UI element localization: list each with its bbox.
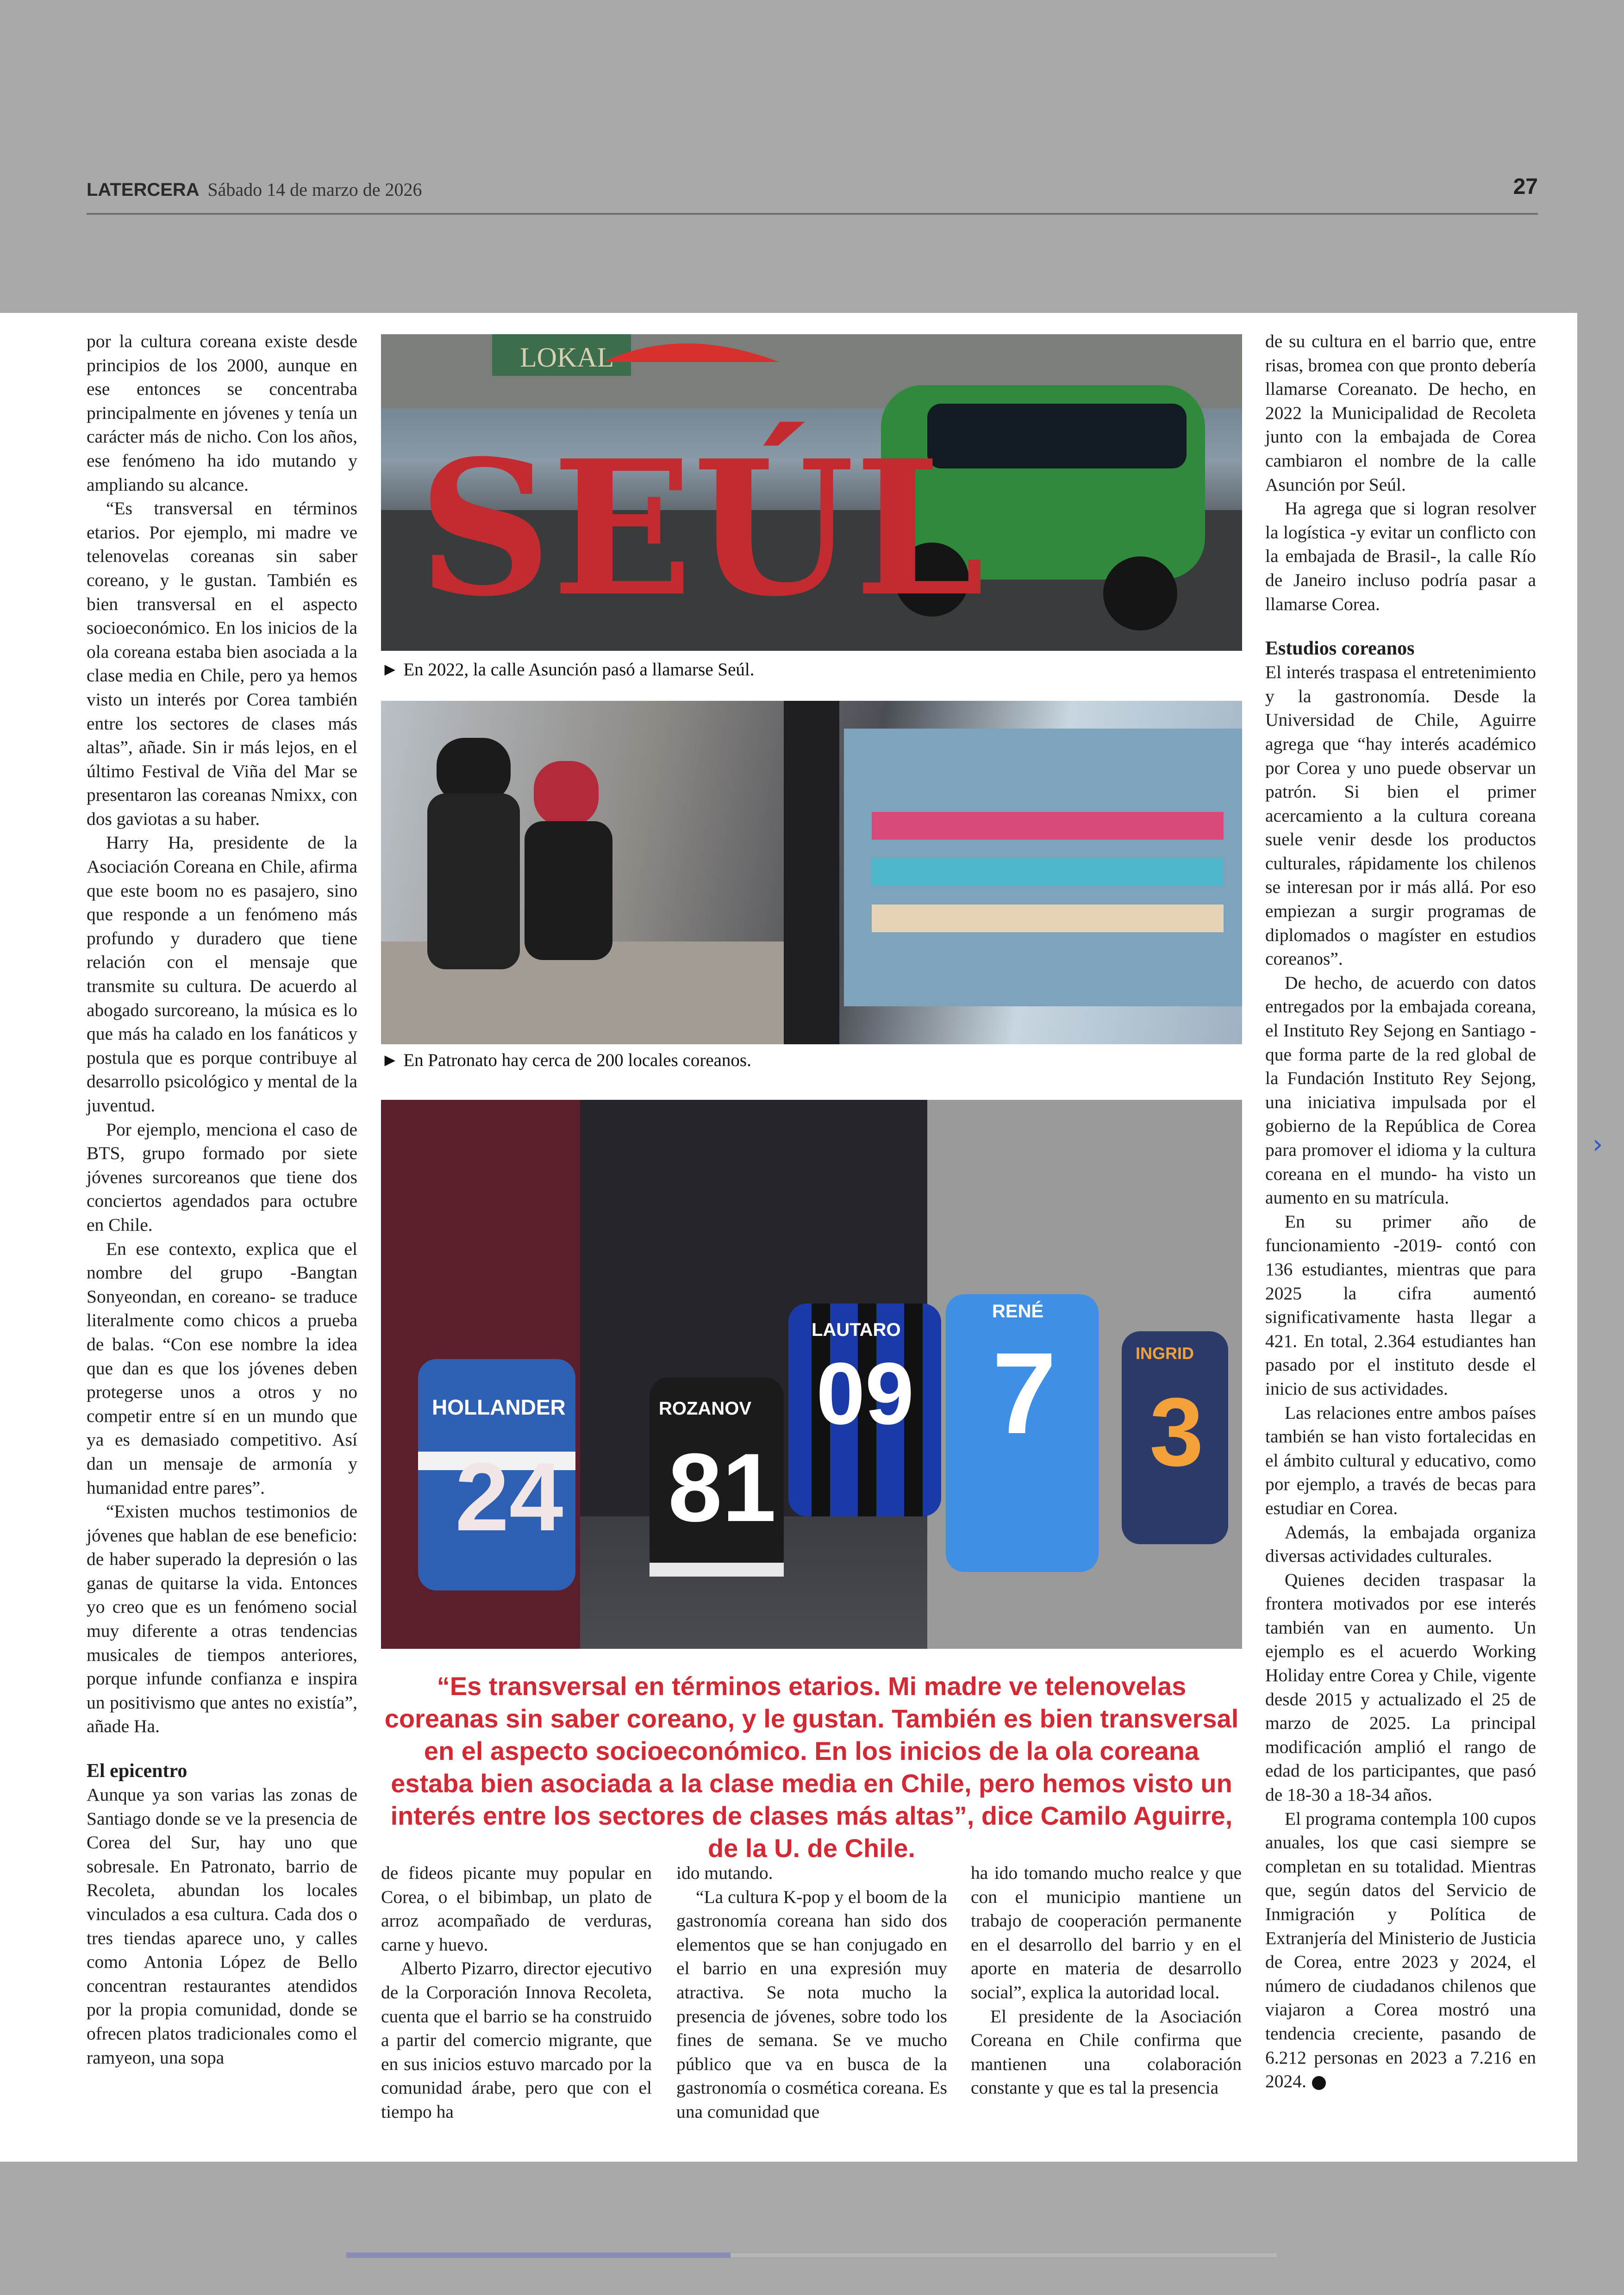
paragraph: El interés traspasa el entretenimiento y la gastronomía. Desde la Universidad de Chile, Aguirre agrega que “hay interés académico por Corea y uno puede observar un patrón. Si bien el primer acercamiento a la cultura coreana suele venir desde los productos culturales, rápidamente los chilenos se interesan por ir más allá. Por eso empiezan a surgir programas de diplomados o magíster en estudios coreanos”. <box>1265 662 1536 969</box>
photo-seul-sign <box>381 334 1242 651</box>
jersey-rozanov-name: ROZANOV <box>659 1398 751 1419</box>
jersey-lautaro-name: LAUTARO <box>812 1320 901 1340</box>
final-paragraph-text: El programa contempla 100 cupos anuales, los que casi siempre se completan en su totalidad. Mientras que, según datos del Servicio de Inmigración y Política de Extranjería del Ministerio de Justicia de Corea, entre 2023 y 2024, el número de ciudadanos chilenos que viajaron a Corea mostró una tendencia creciente, pasando de 6.212 personas en 2023 a 7.216 en 2024. <box>1265 1808 1536 2092</box>
jersey-rozanov-number: 81 <box>668 1433 776 1542</box>
brand-name: LATERCERA <box>87 180 199 200</box>
photo-patronato-street <box>381 701 1242 1044</box>
photo-patronato-illustration <box>381 701 1242 1044</box>
paragraph: Además, la embajada organiza diversas actividades culturales. <box>1265 1522 1536 1566</box>
pull-quote: “Es transversal en términos etarios. Mi madre ve telenovelas coreanas sin saber coreano, y le gustan. También es bien transversal en el aspecto socioeconómico. En los inicios de la ola coreana estaba bien asociada a la clase media en Chile, pero hemos visto un interés entre los sectores de clases más altas”, dice Camilo Aguirre, de la U. de Chile. <box>384 1671 1239 1863</box>
paragraph: Por ejemplo, menciona el caso de BTS, grupo formado por siete jóvenes surcoreanos que tiene dos conciertos agendados para octubre en Chile. <box>87 1119 357 1235</box>
paragraph: Alberto Pizarro, director ejecutivo de la Corporación Innova Recoleta, cuenta que el barrio se ha construido a partir del comercio migrante, que en sus inicios estuvo marcado por la comunidad árabe, pero que con el tiempo ha <box>381 1958 652 2122</box>
seul-sign-letters: SEÚL <box>418 420 985 637</box>
photo-caption-1: ► En 2022, la calle Asunción pasó a llamarse Seúl. <box>381 660 755 680</box>
jersey-ingrid-number: 3 <box>1149 1378 1204 1486</box>
page-header <box>87 176 1538 214</box>
paragraph: Las relaciones entre ambos países también se han visto fortalecidas en el ámbito cultural y educativo, como por ejemplo, a través de becas para estudiar en Corea. <box>1265 1402 1536 1518</box>
paragraph: Harry Ha, presidente de la Asociación Coreana en Chile, afirma que este boom no es pasajero, sino que responde a un fenómeno más profundo y duradero que tiene relación con el mensaje que transmite su cultura. De acuerdo al abogado surcoreano, la música es lo que más ha calado en los fanáticos y postula que es porque contribuye al desarrollo psicológico y mental de la juventud. <box>87 832 357 1116</box>
article-column-2 <box>381 1861 652 2124</box>
paragraph: En ese contexto, explica que el nombre del grupo -Bangtan Sonyeondan, en coreano- se traduce literalmente como chicos a prueba de balas. “Con ese nombre la idea que dan es que los jóvenes deben protegerse unos a otros y no competir entre sí en un mundo que ya es demasiado competitivo. Así dan un mensaje de armonía y humanidad entre pares”. <box>87 1238 357 1498</box>
end-of-article-dot-icon <box>1312 2076 1326 2090</box>
jersey-ingrid-name: INGRID <box>1136 1344 1194 1363</box>
jersey-hollander-name: HOLLANDER <box>432 1395 566 1419</box>
jersey-rene-name: RENÉ <box>992 1301 1044 1322</box>
photo-jerseys-illustration <box>381 1100 1242 1649</box>
paragraph: “Existen muchos testimonios de jóvenes que hablan de ese beneficio: de haber superado la depresión o las ganas de quitarse la vida. Entonces yo creo que es un fenómeno social muy diferente a otras tendencias musicales de tiempos anteriores, porque infunde confianza e inspira un positivismo que antes no existía”, añade Ha. <box>87 1501 357 1737</box>
paragraph: Ha agrega que si logran resolver la logística -y evitar un conflicto con la embajada de Brasil-, la calle Río de Janeiro incluso podría pasar a llamarse Corea. <box>1265 498 1536 614</box>
photo-seul-illustration <box>381 334 1242 651</box>
storefront-sign: LOKAL <box>520 342 614 373</box>
paragraph: “La cultura K-pop y el boom de la gastronomía coreana han sido dos elementos que se han conjugado en el barrio en una expresión muy atractiva. Se nota mucho la presencia de jóvenes, sobre todo los fines de semana. Se ve mucho público que va en busca de la gastronomía o cosmética coreana. Es una comunidad que <box>676 1886 947 2122</box>
paragraph: ha ido tomando mucho realce y que con el municipio mantiene un trabajo de cooperación permanente en el desarrollo del barrio y en el aporte en materia de desarrollo social”, explica la autoridad local. <box>971 1863 1242 2002</box>
next-page-button[interactable] <box>1593 1129 1603 1160</box>
page-scroll-thumb[interactable] <box>346 2252 731 2258</box>
paragraph-final <box>1265 1807 1536 2094</box>
paragraph: En su primer año de funcionamiento -2019- contó con 136 estudiantes, mientras que para 2025 la cifra aumentó significativamente hasta llegar a 421. En total, 2.364 estudiantes han pasado por el instituto desde el inicio de sus actividades. <box>1265 1211 1536 1399</box>
paragraph: Quienes deciden traspasar la frontera motivados por ese interés también van en aumento. Un ejemplo es el acuerdo Working Holiday entre Corea y Chile, vigente desde 2015 y actualizado el 25 de marzo de 2025. La principal modificación amplió el rango de edad de los participantes, que pasó de 18-30 a 18-34 años. <box>1265 1569 1536 1805</box>
article-column-5 <box>1265 330 1536 2094</box>
jersey-hollander-number: 24 <box>455 1442 563 1551</box>
article-column-3 <box>676 1861 947 2124</box>
issue-date: Sábado 14 de marzo de 2026 <box>207 179 422 200</box>
paragraph: De hecho, de acuerdo con datos entregados por la embajada coreana, el Instituto Rey Sejong en Santiago -que forma parte de la red global de la Fundación Instituto Rey Sejong, una iniciativa impulsada por el gobierno de la República de Corea para promover el idioma y la cultura coreana en el mundo- ha visto un aumento en su matrícula. <box>1265 972 1536 1208</box>
page-number: 27 <box>1513 175 1538 199</box>
photo-caption-2: ► En Patronato hay cerca de 200 locales coreanos. <box>381 1050 751 1070</box>
chevron-right-icon: › <box>1593 1129 1603 1160</box>
newspaper-page <box>0 313 1577 2162</box>
paragraph: de su cultura en el barrio que, entre risas, bromea con que pronto debería llamarse Coreanato. De hecho, en 2022 la Municipalidad de Recoleta junto con la embajada de Corea cambiaron el nombre de la calle Asunción por Seúl. <box>1265 331 1536 495</box>
paragraph: “Es transversal en términos etarios. Por ejemplo, mi madre ve telenovelas coreanas sin saber coreano, y le gustan. También es bien transversal en el aspecto socioeconómico. En los inicios de la ola coreana estaba bien asociada a la clase media en Chile, pero ya hemos visto un interés por Corea también entre los sectores de clases más altas”, añade. Sin ir más lejos, en el último Festival de Viña del Mar se presentaron las coreanas Nmixx, con dos gaviotas a su haber. <box>87 498 357 829</box>
header-rule <box>87 213 1538 215</box>
article-column-1 <box>87 330 357 2070</box>
article-column-4 <box>971 1861 1242 2100</box>
newspaper-header <box>87 179 422 200</box>
paragraph: por la cultura coreana existe desde principios de los 2000, aunque en ese entonces se concentraba principalmente en jóvenes y tenía un carácter más de nicho. Con los años, ese fenómeno ha ido mutando y ampliando su alcance. <box>87 331 357 495</box>
paragraph: de fideos picante muy popular en Corea, o el bibimbap, un plato de arroz acompañado de verduras, carne y huevo. <box>381 1863 652 1955</box>
subheading-epicentro: El epicentro <box>87 1760 187 1782</box>
paragraph: El presidente de la Asociación Coreana en Chile confirma que mantienen una colaboración constante y que es tal la presencia <box>971 2006 1242 2098</box>
paragraph: Aunque ya son varias las zonas de Santiago donde se ve la presencia de Corea del Sur, hay uno que sobresale. En Patronato, barrio de Recoleta, abundan los locales vinculados a esa cultura. Cada dos o tres tiendas aparece uno, y calles como Antonia López de Bello concentran restaurantes atendidos por la propia comunidad, donde se ofrecen platos tradicionales como el ramyeon, una sopa <box>87 1784 357 2068</box>
paragraph: ido mutando. <box>676 1863 773 1883</box>
jersey-lautaro-number: 09 <box>816 1345 914 1443</box>
photo-jerseys-kpop <box>381 1100 1242 1649</box>
subheading-estudios-coreanos: Estudios coreanos <box>1265 638 1415 660</box>
jersey-rene-number: 7 <box>992 1328 1057 1458</box>
